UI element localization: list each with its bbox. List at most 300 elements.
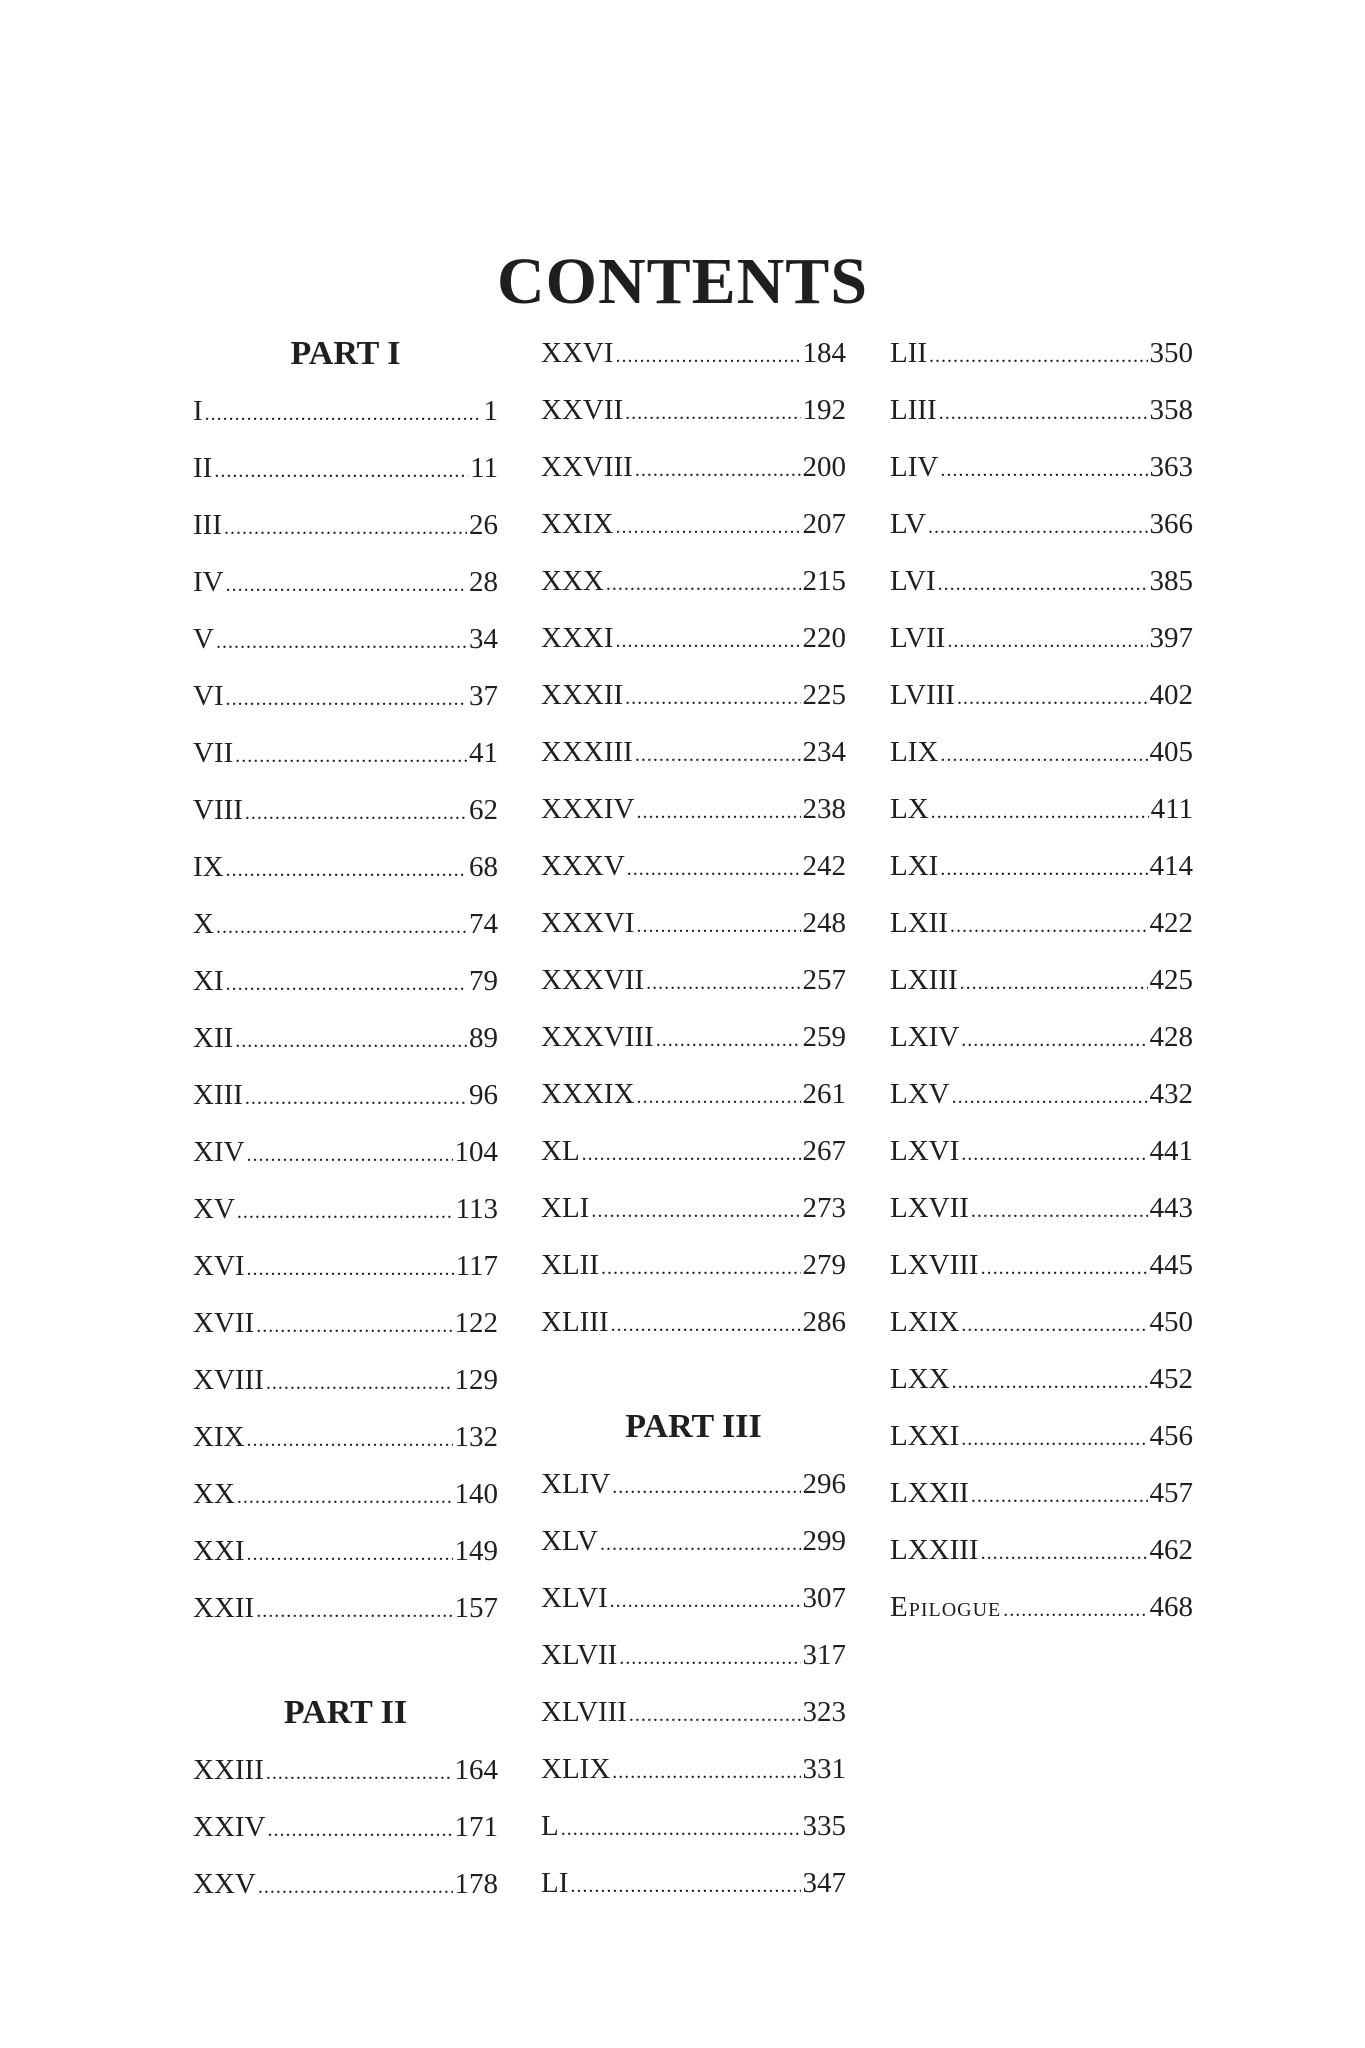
page-number: 89: [469, 1022, 498, 1054]
page-number: 358: [1149, 394, 1193, 426]
part-heading: PART III: [625, 1408, 762, 1445]
toc-entry[interactable]: [541, 325, 846, 382]
chapter-label: LVI: [890, 565, 936, 597]
toc-entry[interactable]: [541, 1294, 846, 1351]
toc-entry[interactable]: [541, 1855, 846, 1912]
dot-leader: [570, 1858, 800, 1915]
dot-leader: [245, 1070, 467, 1127]
chapter-label: LXV: [890, 1078, 950, 1110]
toc-entry[interactable]: [193, 1523, 498, 1580]
page-number: 443: [1149, 1192, 1193, 1224]
chapter-label: XLI: [541, 1192, 590, 1224]
page-number: 457: [1149, 1477, 1193, 1509]
dot-leader: [656, 1012, 801, 1069]
toc-entry[interactable]: [541, 1456, 846, 1513]
dot-leader: [612, 1459, 800, 1516]
chapter-label: I: [193, 395, 203, 427]
toc-entry[interactable]: [193, 1409, 498, 1466]
page-number: 171: [454, 1811, 498, 1843]
toc-entry[interactable]: [890, 724, 1193, 781]
toc-entry[interactable]: [193, 725, 498, 782]
page-number: 432: [1149, 1078, 1193, 1110]
dot-leader: [636, 784, 800, 841]
dot-leader: [258, 1859, 453, 1916]
page-number: 267: [802, 1135, 846, 1167]
toc-entry[interactable]: [890, 1123, 1193, 1180]
page-number: 414: [1149, 850, 1193, 882]
toc-entry[interactable]: [541, 496, 846, 553]
chapter-label: XV: [193, 1193, 235, 1225]
dot-leader: [612, 1744, 800, 1801]
page-number: 37: [469, 680, 498, 712]
page-number: 363: [1149, 451, 1193, 483]
toc-entry[interactable]: [890, 895, 1193, 952]
page-number: 41: [469, 737, 498, 769]
dot-leader: [247, 1241, 454, 1298]
page-number: 28: [469, 566, 498, 598]
page-number: 122: [454, 1307, 498, 1339]
dot-leader: [235, 1013, 467, 1070]
part-gap: [193, 1637, 498, 1684]
toc-entry[interactable]: [890, 610, 1193, 667]
chapter-label: XXXVIII: [541, 1021, 654, 1053]
part-heading: PART II: [283, 1694, 408, 1731]
toc-entry[interactable]: [541, 952, 846, 1009]
dot-leader: [636, 1069, 800, 1126]
dot-leader: [625, 670, 800, 727]
toc-entry[interactable]: [541, 1237, 846, 1294]
dot-leader: [266, 1355, 453, 1412]
toc-entry[interactable]: [541, 610, 846, 667]
page-number: 317: [802, 1639, 846, 1671]
dot-leader: [247, 1127, 453, 1184]
page-number: 402: [1149, 679, 1193, 711]
toc-entry[interactable]: [193, 1067, 498, 1124]
dot-leader: [616, 328, 801, 385]
part-gap: [541, 1351, 846, 1398]
dot-leader: [601, 1240, 801, 1297]
dot-leader: [928, 499, 1148, 556]
page-number: 385: [1149, 565, 1193, 597]
page-number: 347: [802, 1867, 846, 1899]
toc-entry[interactable]: [890, 952, 1193, 1009]
toc-column-1: [193, 325, 498, 1913]
page-number: 279: [802, 1249, 846, 1281]
dot-leader: [981, 1525, 1148, 1582]
toc-entry[interactable]: [541, 382, 846, 439]
page-number: 74: [469, 908, 498, 940]
chapter-label: XXI: [193, 1535, 245, 1567]
chapter-label: LXIV: [890, 1021, 960, 1053]
toc-entry[interactable]: [541, 838, 846, 895]
toc-entry[interactable]: [193, 1466, 498, 1523]
dot-leader: [226, 671, 467, 728]
dot-leader: [268, 1802, 453, 1859]
toc-entry[interactable]: [541, 1627, 846, 1684]
chapter-label: LIX: [890, 736, 939, 768]
page-number: 68: [469, 851, 498, 883]
chapter-label: XVIII: [193, 1364, 264, 1396]
page-number: 445: [1149, 1249, 1193, 1281]
toc-entry[interactable]: [541, 1066, 846, 1123]
dot-leader: [616, 499, 801, 556]
page-number: 207: [802, 508, 846, 540]
toc-entry[interactable]: [890, 1579, 1193, 1636]
dot-leader: [952, 1354, 1148, 1411]
dot-leader: [629, 1687, 801, 1744]
dot-leader: [625, 385, 800, 442]
chapter-label: VII: [193, 737, 234, 769]
page-number: 1: [483, 395, 498, 427]
dot-leader: [961, 1411, 1147, 1468]
dot-leader: [266, 1745, 453, 1802]
toc-entry[interactable]: [890, 1351, 1193, 1408]
toc-entry[interactable]: [193, 1010, 498, 1067]
page-number: 273: [802, 1192, 846, 1224]
dot-leader: [591, 1183, 800, 1240]
toc-entry[interactable]: [193, 1181, 498, 1238]
page-number: 234: [802, 736, 846, 768]
chapter-label: Epilogue: [890, 1591, 1002, 1623]
toc-entry[interactable]: [890, 553, 1193, 610]
toc-entry[interactable]: [890, 1465, 1193, 1522]
page-number: 157: [454, 1592, 498, 1624]
toc-entry[interactable]: [541, 439, 846, 496]
dot-leader: [226, 842, 467, 899]
chapter-label: LIV: [890, 451, 939, 483]
dot-leader: [561, 1801, 801, 1858]
chapter-label: LXIX: [890, 1306, 960, 1338]
dot-leader: [226, 557, 467, 614]
toc-entry[interactable]: [890, 439, 1193, 496]
chapter-label: XXXIV: [541, 793, 635, 825]
chapter-label: XL: [541, 1135, 580, 1167]
dot-leader: [635, 727, 801, 784]
chapter-label: XXXVI: [541, 907, 635, 939]
dot-leader: [981, 1240, 1148, 1297]
page-number: 299: [802, 1525, 846, 1557]
toc-entry[interactable]: [541, 1009, 846, 1066]
chapter-label: LII: [890, 337, 928, 369]
page-number: 117: [455, 1250, 498, 1282]
chapter-label: XLII: [541, 1249, 599, 1281]
dot-leader: [940, 841, 1147, 898]
chapter-label: X: [193, 908, 214, 940]
page-number: 220: [802, 622, 846, 654]
chapter-label: XXIII: [193, 1754, 264, 1786]
page-number: 331: [802, 1753, 846, 1785]
toc-entry[interactable]: [541, 1123, 846, 1180]
dot-leader: [611, 1297, 801, 1354]
chapter-label: III: [193, 509, 222, 541]
dot-leader: [256, 1298, 452, 1355]
toc-entry[interactable]: [541, 553, 846, 610]
chapter-label: XXXV: [541, 850, 625, 882]
chapter-label: LXXIII: [890, 1534, 979, 1566]
dot-leader: [237, 1469, 453, 1526]
dot-leader: [600, 1516, 801, 1573]
toc-column-2: [541, 325, 846, 1912]
page-number: 129: [454, 1364, 498, 1396]
page-number: 242: [802, 850, 846, 882]
toc-entry[interactable]: [890, 1066, 1193, 1123]
chapter-label: II: [193, 452, 213, 484]
chapter-label: XXXII: [541, 679, 624, 711]
page-number: 149: [454, 1535, 498, 1567]
page-number: 441: [1149, 1135, 1193, 1167]
dot-leader: [961, 1126, 1147, 1183]
page-number: 200: [802, 451, 846, 483]
page-number: 428: [1149, 1021, 1193, 1053]
page-number: 366: [1149, 508, 1193, 540]
dot-leader: [957, 670, 1148, 727]
chapter-label: XXXIX: [541, 1078, 635, 1110]
chapter-label: XVI: [193, 1250, 245, 1282]
dot-leader: [627, 841, 801, 898]
chapter-label: XXVIII: [541, 451, 633, 483]
toc-entry[interactable]: [193, 497, 498, 554]
dot-leader: [205, 386, 482, 443]
page-number: 113: [455, 1193, 498, 1225]
toc-entry[interactable]: [193, 383, 498, 440]
toc-entry[interactable]: [541, 724, 846, 781]
chapter-label: XII: [193, 1022, 234, 1054]
dot-leader: [971, 1468, 1148, 1525]
dot-leader: [610, 1573, 801, 1630]
dot-leader: [619, 1630, 800, 1687]
page-number: 132: [454, 1421, 498, 1453]
chapter-label: LVIII: [890, 679, 955, 711]
chapter-label: XI: [193, 965, 224, 997]
chapter-label: LXIII: [890, 964, 958, 996]
chapter-label: XLV: [541, 1525, 598, 1557]
dot-leader: [961, 1297, 1147, 1354]
chapter-label: LIII: [890, 394, 937, 426]
page-number: 296: [802, 1468, 846, 1500]
dot-leader: [245, 785, 467, 842]
page-number: 397: [1149, 622, 1193, 654]
dot-leader: [256, 1583, 452, 1640]
chapter-label: XXXI: [541, 622, 614, 654]
dot-leader: [961, 1012, 1147, 1069]
chapter-label: XLIX: [541, 1753, 611, 1785]
page-number: 238: [802, 793, 846, 825]
toc-entry[interactable]: [193, 1856, 498, 1913]
page-number: 184: [802, 337, 846, 369]
page-number: 452: [1149, 1363, 1193, 1395]
chapter-label: XVII: [193, 1307, 255, 1339]
page-number: 405: [1149, 736, 1193, 768]
toc-entry[interactable]: [193, 1742, 498, 1799]
chapter-label: XX: [193, 1478, 235, 1510]
toc-entry[interactable]: [890, 325, 1193, 382]
chapter-label: XXX: [541, 565, 604, 597]
chapter-label: XXXIII: [541, 736, 633, 768]
dot-leader: [635, 442, 801, 499]
chapter-label: XXXVII: [541, 964, 645, 996]
toc-entry[interactable]: [890, 667, 1193, 724]
chapter-label: XXII: [193, 1592, 255, 1624]
chapter-label: XLVIII: [541, 1696, 627, 1728]
toc-entry[interactable]: [890, 1009, 1193, 1066]
chapter-label: LXX: [890, 1363, 950, 1395]
dot-leader: [616, 613, 801, 670]
page-number: 422: [1149, 907, 1193, 939]
chapter-label: IX: [193, 851, 224, 883]
toc-entry[interactable]: [541, 1180, 846, 1237]
dot-leader: [226, 956, 467, 1013]
page-number: 140: [454, 1478, 498, 1510]
dot-leader: [939, 385, 1148, 442]
page-number: 257: [802, 964, 846, 996]
page-number: 192: [802, 394, 846, 426]
chapter-label: IV: [193, 566, 224, 598]
page-number: 323: [802, 1696, 846, 1728]
toc-entry[interactable]: [890, 382, 1193, 439]
chapter-label: XIV: [193, 1136, 245, 1168]
page-number: 261: [802, 1078, 846, 1110]
dot-leader: [931, 784, 1149, 841]
toc-entry[interactable]: [890, 781, 1193, 838]
dot-leader: [636, 898, 800, 955]
page-number: 259: [802, 1021, 846, 1053]
chapter-label: LXVIII: [890, 1249, 979, 1281]
dot-leader: [971, 1183, 1148, 1240]
toc-entry[interactable]: [541, 1798, 846, 1855]
dot-leader: [237, 1184, 454, 1241]
dot-leader: [950, 898, 1148, 955]
chapter-label: XLVII: [541, 1639, 618, 1671]
chapter-label: XXIV: [193, 1811, 266, 1843]
page-number: 34: [469, 623, 498, 655]
toc-entry[interactable]: [541, 1741, 846, 1798]
page-number: 335: [802, 1810, 846, 1842]
toc-entry[interactable]: [193, 953, 498, 1010]
chapter-label: XIX: [193, 1421, 245, 1453]
dot-leader: [929, 328, 1147, 385]
dot-leader: [235, 728, 467, 785]
chapter-label: XLIII: [541, 1306, 609, 1338]
page-number: 248: [802, 907, 846, 939]
dot-leader: [940, 442, 1147, 499]
toc-entry[interactable]: [890, 496, 1193, 553]
toc-entry[interactable]: [193, 668, 498, 725]
toc-entry[interactable]: [890, 838, 1193, 895]
toc-entry[interactable]: [541, 1684, 846, 1741]
toc-entry[interactable]: [541, 1513, 846, 1570]
dot-leader: [952, 1069, 1148, 1126]
page-number: 11: [470, 452, 498, 484]
toc-entry[interactable]: [541, 667, 846, 724]
chapter-label: LXI: [890, 850, 939, 882]
toc-entry[interactable]: [193, 554, 498, 611]
toc-entry[interactable]: [193, 440, 498, 497]
chapter-label: XLVI: [541, 1582, 608, 1614]
page-number: 62: [469, 794, 498, 826]
page-number: 79: [469, 965, 498, 997]
dot-leader: [216, 899, 467, 956]
page-number: 411: [1150, 793, 1193, 825]
dot-leader: [224, 500, 467, 557]
dot-leader: [938, 556, 1148, 613]
chapter-label: XLIV: [541, 1468, 611, 1500]
toc-entry[interactable]: [890, 1180, 1193, 1237]
dot-leader: [947, 613, 1147, 670]
toc-entry[interactable]: [890, 1522, 1193, 1579]
chapter-label: LXVII: [890, 1192, 969, 1224]
dot-leader: [606, 556, 801, 613]
chapter-label: LXVI: [890, 1135, 960, 1167]
toc-entry[interactable]: [193, 1295, 498, 1352]
chapter-label: LX: [890, 793, 929, 825]
dot-leader: [216, 614, 467, 671]
page-number: 164: [454, 1754, 498, 1786]
dot-leader: [1003, 1582, 1147, 1639]
page-number: 468: [1149, 1591, 1193, 1623]
page-number: 462: [1149, 1534, 1193, 1566]
page-number: 450: [1149, 1306, 1193, 1338]
page-number: 307: [802, 1582, 846, 1614]
toc-entry[interactable]: [193, 1580, 498, 1637]
chapter-label: XIII: [193, 1079, 243, 1111]
dot-leader: [646, 955, 800, 1012]
page-number: 104: [454, 1136, 498, 1168]
toc-entry[interactable]: [193, 896, 498, 953]
toc-entry[interactable]: [890, 1237, 1193, 1294]
toc-entry[interactable]: [193, 611, 498, 668]
chapter-label: LI: [541, 1867, 569, 1899]
part-heading: PART I: [290, 335, 401, 372]
chapter-label: L: [541, 1810, 559, 1842]
dot-leader: [940, 727, 1147, 784]
dot-leader: [214, 443, 468, 500]
toc-entry[interactable]: [193, 1352, 498, 1409]
chapter-label: VI: [193, 680, 224, 712]
dot-leader: [582, 1126, 801, 1183]
toc-column-3: [890, 325, 1193, 1636]
chapter-label: LXII: [890, 907, 948, 939]
chapter-label: LV: [890, 508, 926, 540]
chapter-label: XXIX: [541, 508, 614, 540]
chapter-label: LXXI: [890, 1420, 960, 1452]
page-number: 286: [802, 1306, 846, 1338]
chapter-label: LXXII: [890, 1477, 969, 1509]
contents-title: CONTENTS: [496, 245, 869, 319]
toc-entry[interactable]: [541, 895, 846, 952]
toc-entry[interactable]: [541, 781, 846, 838]
toc-entry[interactable]: [193, 839, 498, 896]
dot-leader: [247, 1526, 453, 1583]
toc-entry[interactable]: [193, 1124, 498, 1181]
chapter-label: VIII: [193, 794, 243, 826]
toc-entry[interactable]: [541, 1570, 846, 1627]
dot-leader: [247, 1412, 453, 1469]
page-number: 178: [454, 1868, 498, 1900]
toc-entry[interactable]: [193, 782, 498, 839]
toc-entry[interactable]: [890, 1408, 1193, 1465]
dot-leader: [960, 955, 1148, 1012]
chapter-label: V: [193, 623, 214, 655]
page-number: 456: [1149, 1420, 1193, 1452]
page-number: 96: [469, 1079, 498, 1111]
chapter-label: LVII: [890, 622, 946, 654]
page-number: 350: [1149, 337, 1193, 369]
toc-entry[interactable]: [193, 1238, 498, 1295]
toc-entry[interactable]: [890, 1294, 1193, 1351]
toc-entry[interactable]: [193, 1799, 498, 1856]
chapter-label: XXVII: [541, 394, 624, 426]
page-number: 215: [802, 565, 846, 597]
